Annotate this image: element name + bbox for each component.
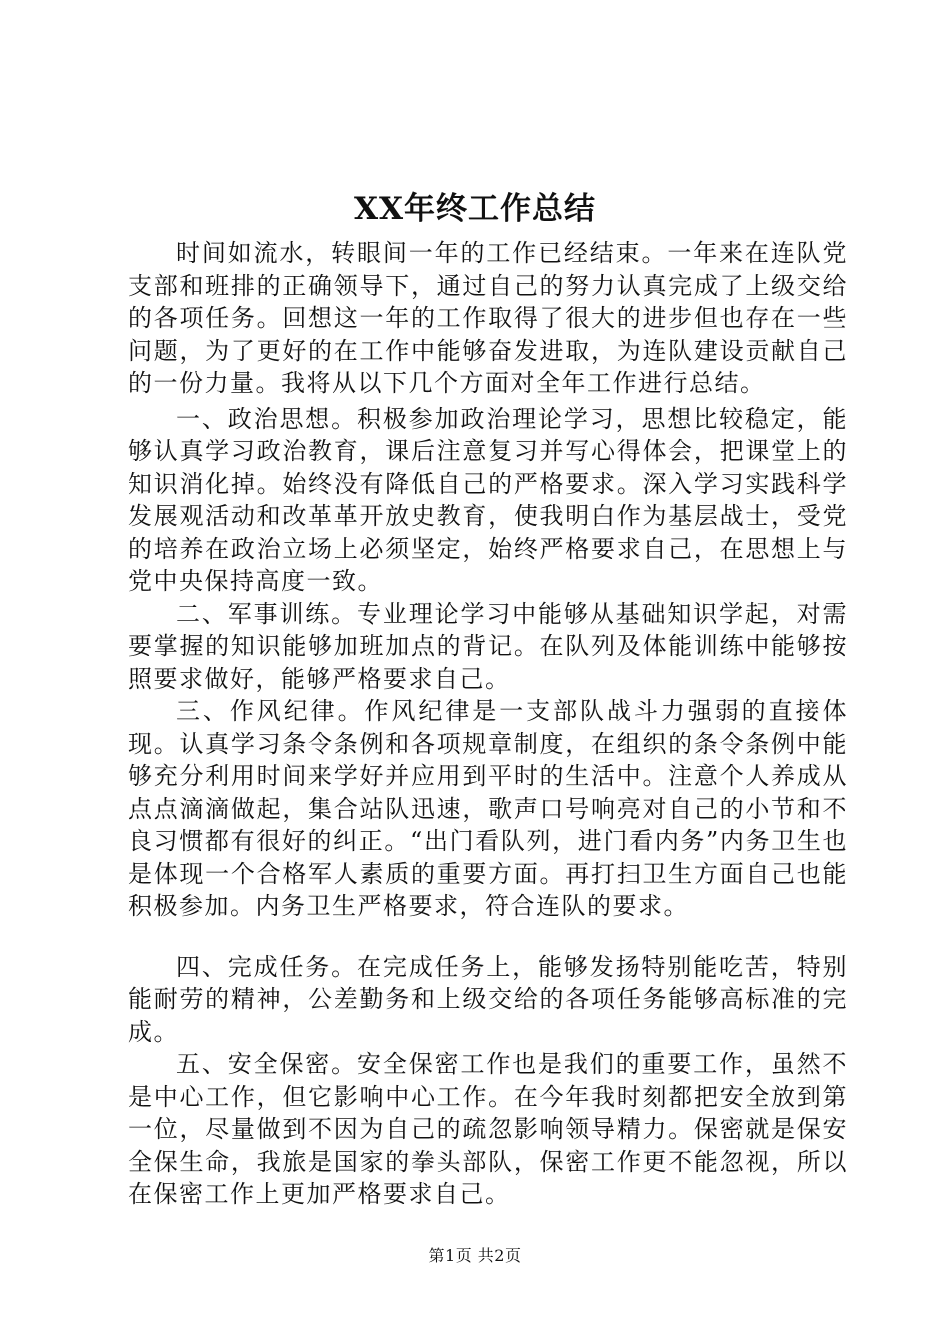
document-title: XX年终工作总结	[353, 191, 597, 227]
paragraph-security: 五、安全保密。安全保密工作也是我们的重要工作，虽然不是中心工作，但它影响中心工作。在今年我时刻都把安全放到第一位，尽量做到不因为自己的疏忽影响领导精力。保密就是保安全保生命，我旅是国家的拳头部队，保密工作更不能忽视，所以在保密工作上更加严格要求自己。	[128, 1050, 848, 1208]
paragraph-military-training: 二、军事训练。专业理论学习中能够从基础知识学起，对需要掌握的知识能够加班加点的背记。在队列及体能训练中能够按照要求做好，能够严格要求自己。	[128, 599, 848, 693]
document-body	[128, 237, 848, 1211]
page-footer: 第1页 共2页	[428, 1246, 522, 1265]
paragraph-intro: 时间如流水，转眼间一年的工作已经结束。一年来在连队党支部和班排的正确领导下，通过自己的努力认真完成了上级交给的各项任务。回想这一年的工作取得了很大的进步但也存在一些问题，为了更好的在工作中能够奋发进取，为连队建设贡献自己的一份力量。我将从以下几个方面对全年工作进行总结。	[128, 239, 848, 397]
paragraph-tasks: 四、完成任务。在完成任务上，能够发扬特别能吃苦，特别能耐劳的精神，公差勤务和上级交给的各项任务能够高标准的完成。	[128, 952, 848, 1046]
paragraph-political-thought: 一、政治思想。积极参加政治理论学习，思想比较稳定，能够认真学习政治教育，课后注意复习并写心得体会，把课堂上的知识消化掉。始终没有降低自己的严格要求。深入学习实践科学发展观活动和改革革开放史教育，使我明白作为基层战士，受党的培养在政治立场上必须坚定，始终严格要求自己，在思想上与党中央保持高度一致。	[128, 404, 848, 595]
paragraph-discipline: 三、作风纪律。作风纪律是一支部队战斗力强弱的直接体现。认真学习条令条例和各项规章制度，在组织的条令条例中能够充分利用时间来学好并应用到平时的生活中。注意个人养成从点点滴滴做起，集合站队迅速，歌声口号响亮对自己的小节和不良习惯都有很好的纠正。“出门看队列，进门看内务”内务卫生也是体现一个合格军人素质的重要方面。再打扫卫生方面自己也能积极参加。内务卫生严格要求，符合连队的要求。	[128, 697, 848, 920]
